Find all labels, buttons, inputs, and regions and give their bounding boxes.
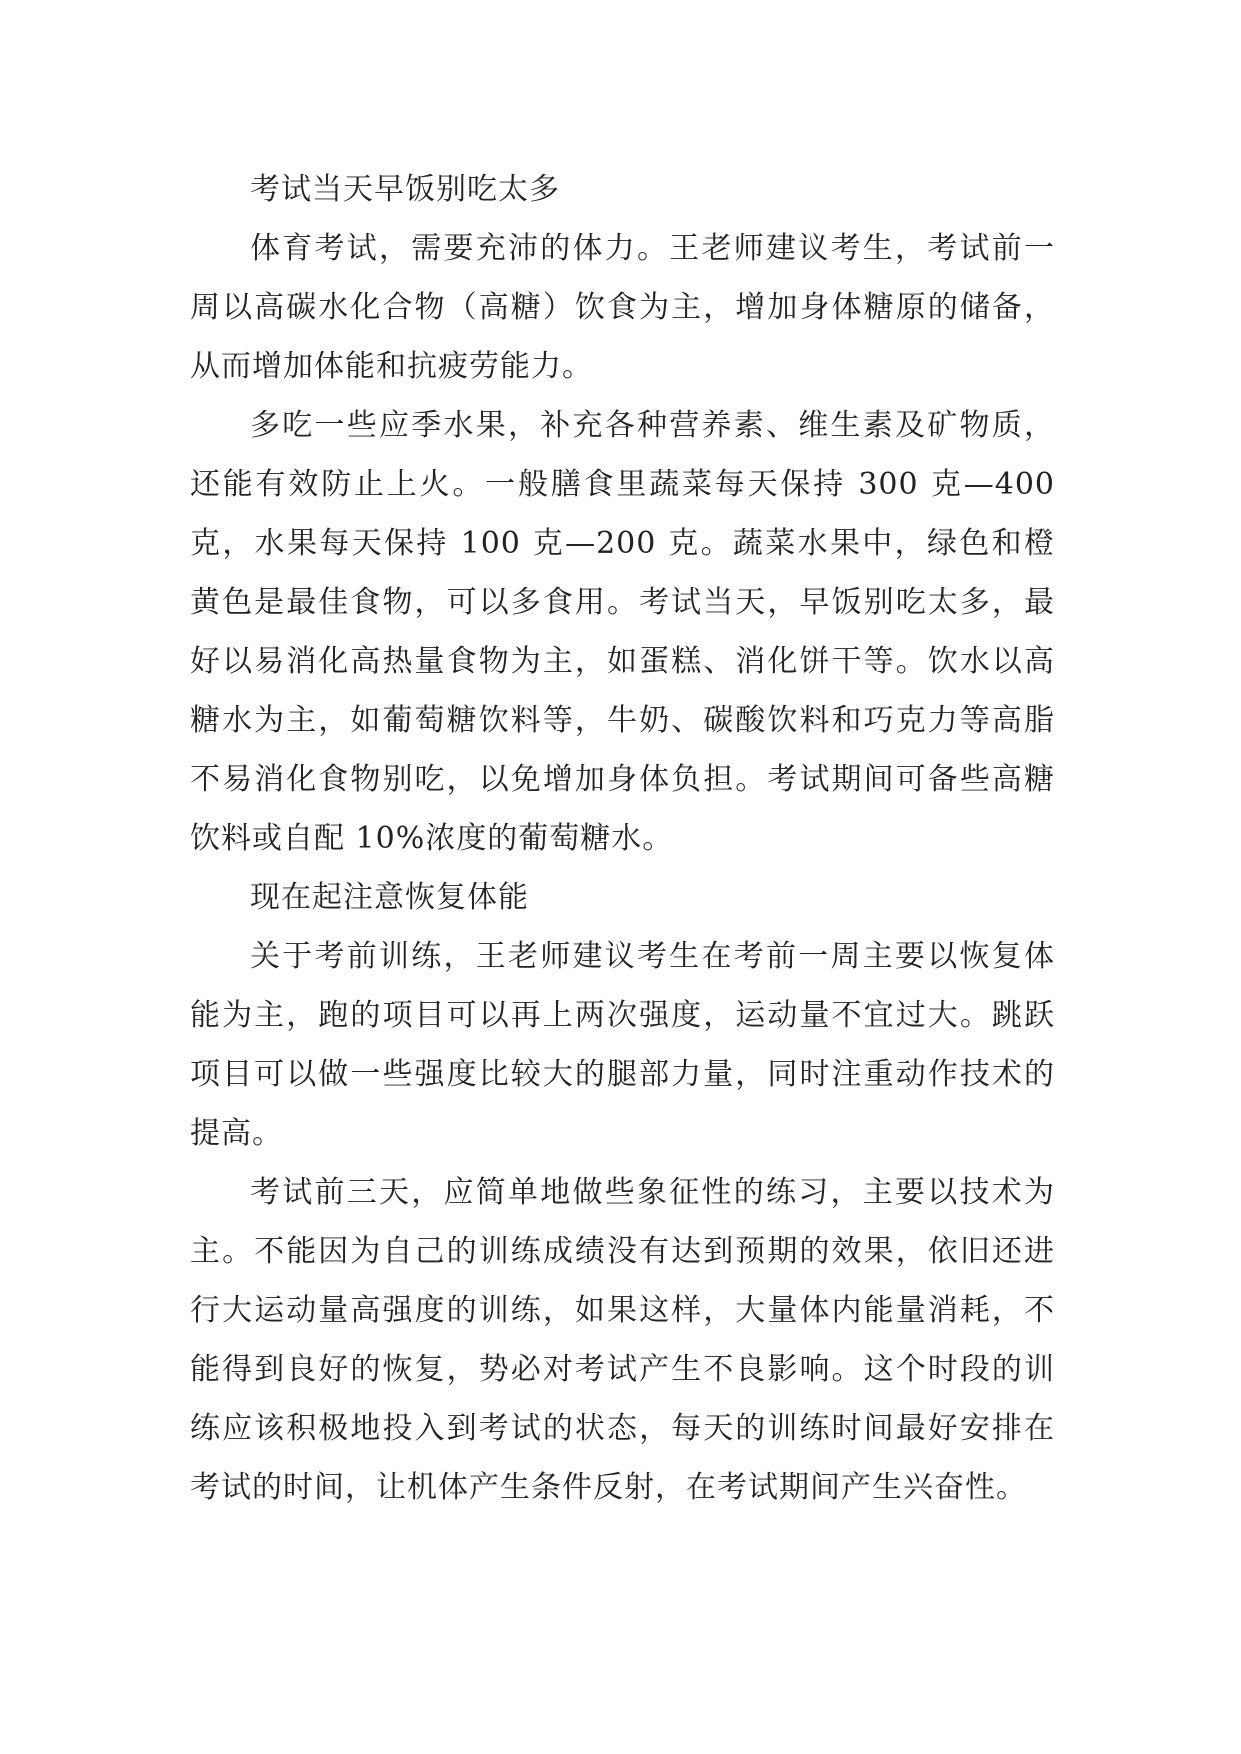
paragraph-training-week: 关于考前训练，王老师建议考生在考前一周主要以恢复体能为主，跑的项目可以再上两次强度，运动量不宜过大。跳跃项目可以做一些强度比较大的腿部力量，同时注重动作技术的提高。 bbox=[190, 939, 1055, 1151]
document-body bbox=[190, 160, 1055, 1517]
paragraph-stamina: 体育考试，需要充沛的体力。王老师建议考生，考试前一周以高碳水化合物（高糖）饮食为主，增加身体糖原的储备，从而增加体能和抗疲劳能力。 bbox=[190, 231, 1055, 384]
paragraph-training-three-days: 考试前三天，应简单地做些象征性的练习，主要以技术为主。不能因为自己的训练成绩没有达到预期的效果，依旧还进行大运动量高强度的训练，如果这样，大量体内能量消耗，不能得到良好的恢复，势必对考试产生不良影响。这个时段的训练应该积极地投入到考试的状态，每天的训练时间最好安排在考试的时间，让机体产生条件反射，在考试期间产生兴奋性。 bbox=[190, 1175, 1055, 1505]
section-heading-recovery: 现在起注意恢复体能 bbox=[250, 880, 529, 915]
section-heading-breakfast: 考试当天早饭别吃太多 bbox=[250, 172, 560, 207]
paragraph-diet: 多吃一些应季水果，补充各种营养素、维生素及矿物质，还能有效防止上火。一般膳食里蔬菜每天保持 300 克—400 克，水果每天保持 100 克—200 克。蔬菜水果中，绿色和橙黄色是最佳食物，可以多食用。考试当天，早饭别吃太多，最好以易消化高热量食物为主，如蛋糕、消化饼干等。饮水以高糖水为主，如葡萄糖饮料等，牛奶、碳酸饮料和巧克力等高脂不易消化食物别吃，以免增加身体负担。考试期间可备些高糖饮料或自配 10%浓度的葡萄糖水。 bbox=[190, 408, 1055, 856]
